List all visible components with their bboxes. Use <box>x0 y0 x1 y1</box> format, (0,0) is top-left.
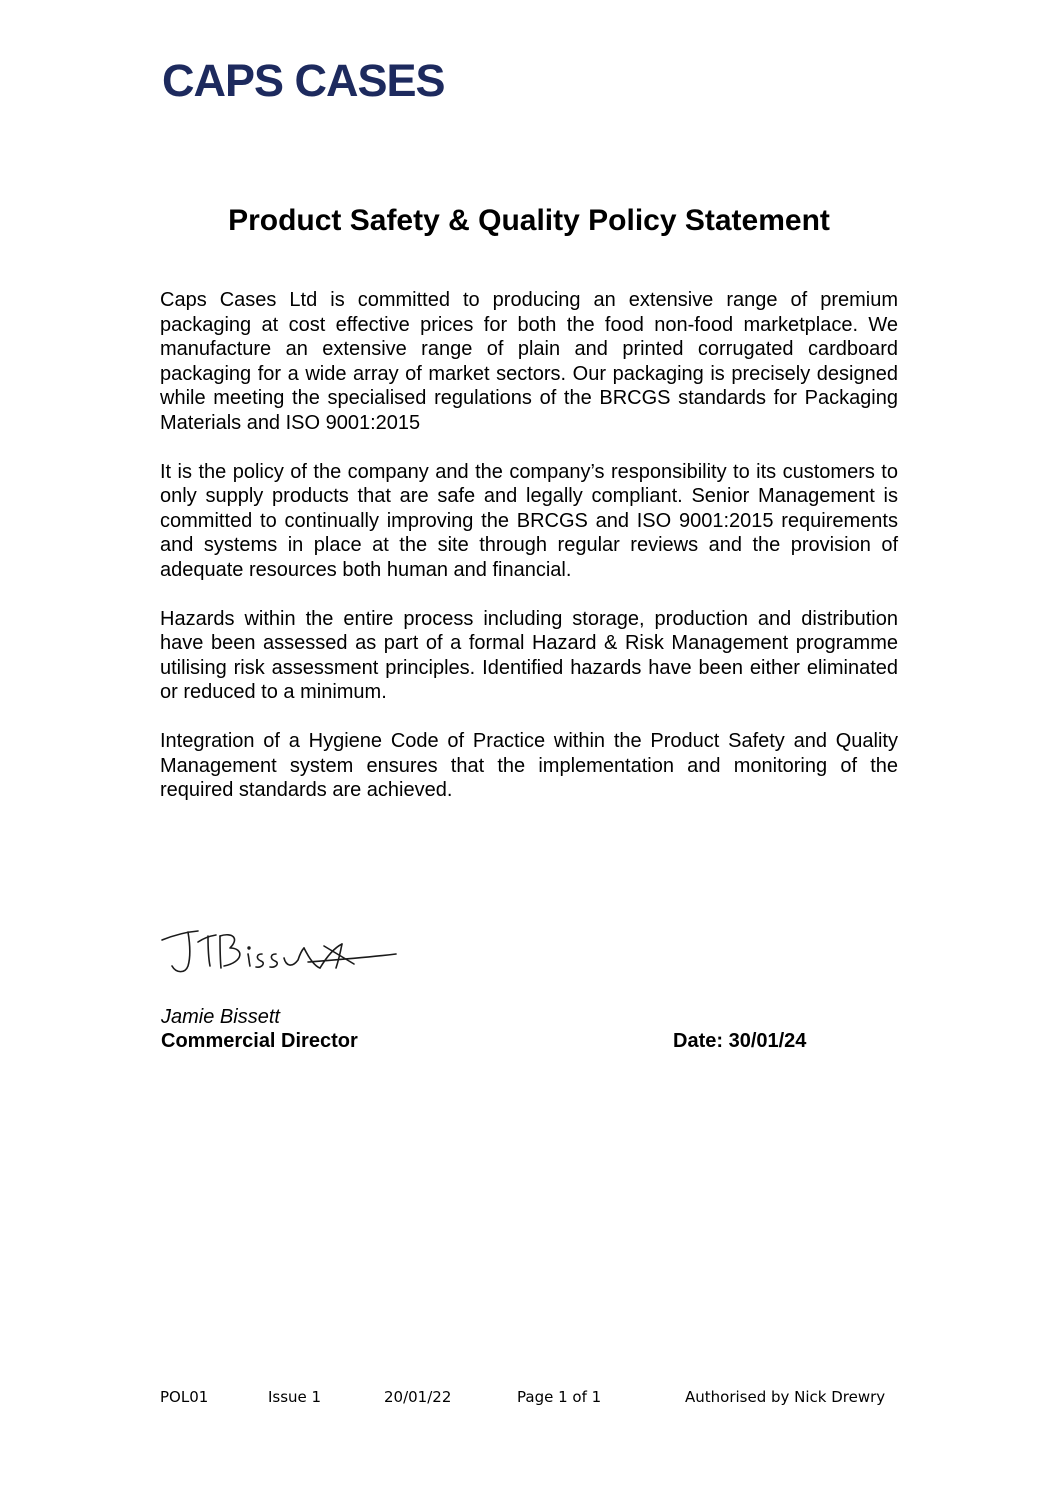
signer-role: Commercial Director <box>161 1030 358 1052</box>
policy-body <box>160 288 898 827</box>
footer-authorised-by: Authorised by Nick Drewry <box>685 1388 886 1406</box>
footer-doc-ref: POL01 <box>160 1388 209 1406</box>
signer-name: Jamie Bissett <box>161 1006 280 1028</box>
paragraph-policy: It is the policy of the company and the company’s responsibility to its customers to only supply products that are safe and legally compliant. Senior Management is committed to continually improving the BRCGS and ISO 9001:2015 requirements and systems in place at the site through regular reviews and the provision of adequate resources both human and financial. <box>160 460 898 581</box>
footer-issue: Issue 1 <box>268 1388 322 1406</box>
document-title: Product Safety & Quality Policy Statement <box>228 204 830 237</box>
company-logo: CAPS CASES <box>162 55 445 106</box>
footer-page-number: Page 1 of 1 <box>517 1388 602 1406</box>
paragraph-commitment: Caps Cases Ltd is committed to producing an extensive range of premium packaging at cost effective prices for both the food non-food marketplace. We manufacture an extensive range of plain and printed corrugated cardboard packaging for a wide array of market sectors. Our packaging is precisely designed while meeting the specialised regulations of the BRCGS standards for Packaging Materials and ISO 9001:2015 <box>160 289 898 434</box>
paragraph-hazards: Hazards within the entire process including storage, production and distribution have been assessed as part of a formal Hazard & Risk Management programme utilising risk assessment principles. Identified hazards have been either eliminated or reduced to a minimum. <box>160 607 898 703</box>
handwritten-signature <box>158 918 402 982</box>
paragraph-hygiene: Integration of a Hygiene Code of Practice within the Product Safety and Quality Management system ensures that the implementation and monitoring of the required standards are achieved. <box>160 730 898 801</box>
footer-date: 20/01/22 <box>384 1388 452 1406</box>
signature-date: Date: 30/01/24 <box>673 1030 807 1052</box>
